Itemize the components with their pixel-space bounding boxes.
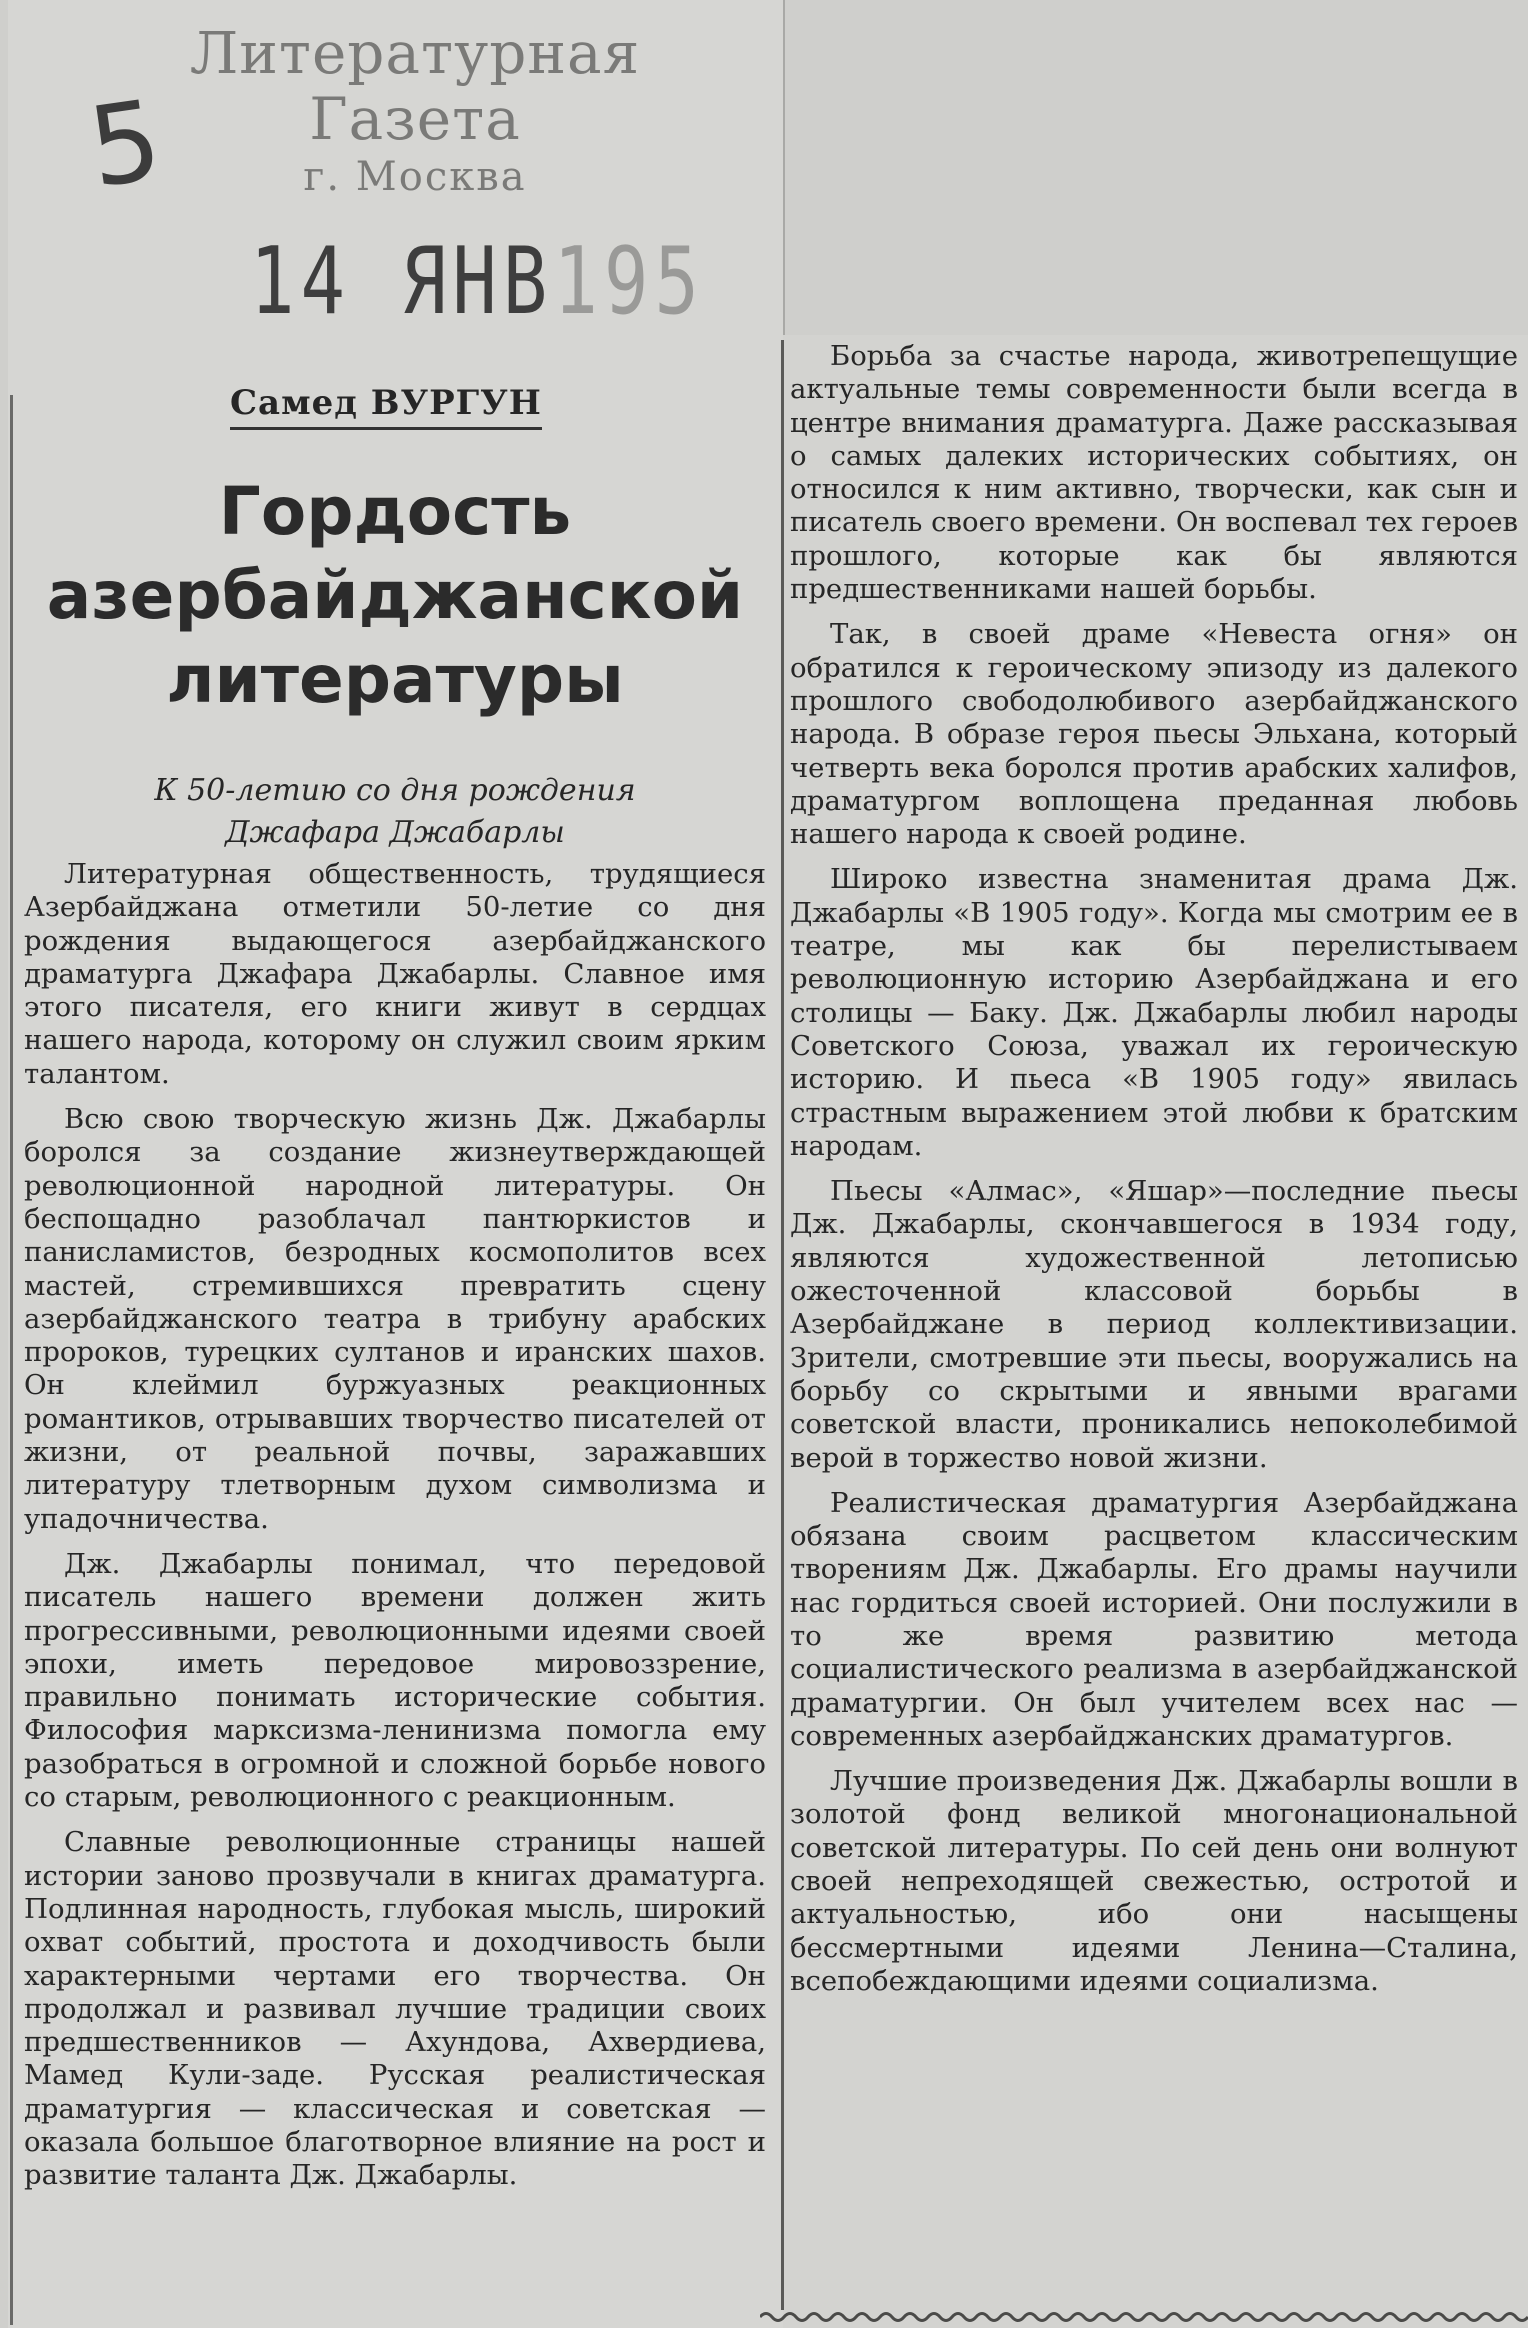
article-column-left [24, 858, 766, 2205]
paragraph: Славные революционные страницы нашей истории заново прозвучали в книгах драматурга. Подлинная народность, глубокая мысль, широкий охват событий, простота и доходчивость были характерными чертами его творчества. Он продолжал и развивал лучшие традиции своих предшественников — Ахундова, Ахвердиева, Мамед Кули-заде. Русская реалистическая драматургия — классическая и советская — оказала большое благотворное влияние на рост и развитие таланта Дж. Джабарлы. [24, 1826, 766, 2192]
paragraph: Литературная общественность, трудящиеся Азербайджана отметили 50-летие со дня рождения выдающегося азербайджанского драматурга Джафара Джабарлы. Славное имя этого писателя, его книги живут в сердцах нашего народа, которому он служил своим ярким талантом. [24, 858, 766, 1090]
title-line: Гордость [218, 473, 572, 550]
date-stamp-day-month: 14 ЯНВ [250, 228, 554, 336]
masthead [90, 20, 740, 202]
paragraph: Лучшие произведения Дж. Джабарлы вошли в золотой фонд великой многонациональной советской литературы. По сей день они волнуют своей непреходящей свежестью, остротой и актуальностью, ибо они насыщены бессмертными идеями Ленина—Сталина, всепобеждающими идеями социализма. [790, 1765, 1518, 1997]
bottom-wavy-rule [760, 2310, 1528, 2324]
title-line: литературы [166, 641, 624, 718]
subtitle-line: Джафара Джабарлы [225, 815, 565, 850]
paragraph: Так, в своей драме «Невеста огня» он обратился к героическому эпизоду из далекого прошлого свободолюбивого азербайджанского народа. В образе героя пьесы Эльхана, который четверть века боролся против арабских халифов, драматургом воплощена преданная любовь нашего народа к своей родине. [790, 618, 1518, 851]
title-line: азербайджанской [46, 557, 744, 634]
article-title [20, 470, 770, 722]
date-stamp-year: 195 [553, 228, 705, 336]
date-stamp [250, 228, 705, 336]
article-column-right [790, 340, 1518, 2010]
paragraph: Реалистическая драматургия Азербайджана обязана своим расцветом классическим творениям Дж. Джабарлы. Его драмы научили нас гордиться своей историей. Они послужили в то же время развитию метода социалистического реализма в азербайджанской драматургии. Он был учителем всех нас — современных азербайджанских драматургов. [790, 1486, 1518, 1752]
subtitle-line: К 50-летию со дня рождения [154, 773, 636, 808]
paragraph: Всю свою творческую жизнь Дж. Джабарлы боролся за создание жизнеутверждающей революционной народной литературы. Он беспощадно разоблачал пантюркистов и панисламистов, безродных космополитов всех мастей, стремившихся превратить сцену азербайджанского театра в трибуну арабских пророков, турецких султанов и иранских шахов. Он клеймил буржуазных реакционных романтиков, отрывавших творчество писателей от жизни, от реальной почвы, заражавших литературу тлетворным духом символизма и упадочничества. [24, 1103, 766, 1535]
handwritten-mark: 5 [81, 75, 169, 213]
paragraph: Дж. Джабарлы понимал, что передовой писатель нашего времени должен жить прогрессивными, революционными идеями своей эпохи, иметь передовое мировоззрение, правильно понимать исторические события. Философия марксизма-ленинизма помогла ему разобраться в огромной и сложной борьбе нового со старым, революционного с реакционным. [24, 1547, 766, 1814]
paragraph: Широко известна знаменитая драма Дж. Джабарлы «В 1905 году». Когда мы смотрим ее в театре, мы как бы перелистываем революционную историю Азербайджана и его столицы — Баку. Дж. Джабарлы любил народы Советского Союза, уважал их героическую историю. И пьеса «В 1905 году» явилась страстным выражением этой любви к братским народам. [790, 863, 1518, 1162]
article-author: Самед ВУРГУН [230, 383, 542, 430]
left-column-rule [10, 395, 13, 2325]
article-subtitle [20, 770, 770, 854]
paragraph: Пьесы «Алмас», «Яшар»—последние пьесы Дж. Джабарлы, скончавшегося в 1934 году, являются художественной летописью ожесточенной классовой борьбы в Азербайджане в период коллективизации. Зрители, смотревшие эти пьесы, вооружались на борьбу со скрытыми и явными врагами советской власти, проникались непоколебимой верой в торжество новой жизни. [790, 1175, 1518, 1474]
newspaper-city: г. Москва [303, 154, 527, 200]
paragraph: Борьба за счастье народа, животрепещущие актуальные темы современности были всегда в центре внимания драматурга. Даже рассказывая о самых далеких исторических событиях, он относился к ним активно, творчески, как сын и писатель своего времени. Он воспевал тех героев прошлого, которые как бы являются предшественниками нашей борьбы. [790, 340, 1518, 606]
column-divider [781, 340, 784, 2310]
newspaper-name: Литературная Газета [189, 19, 641, 153]
